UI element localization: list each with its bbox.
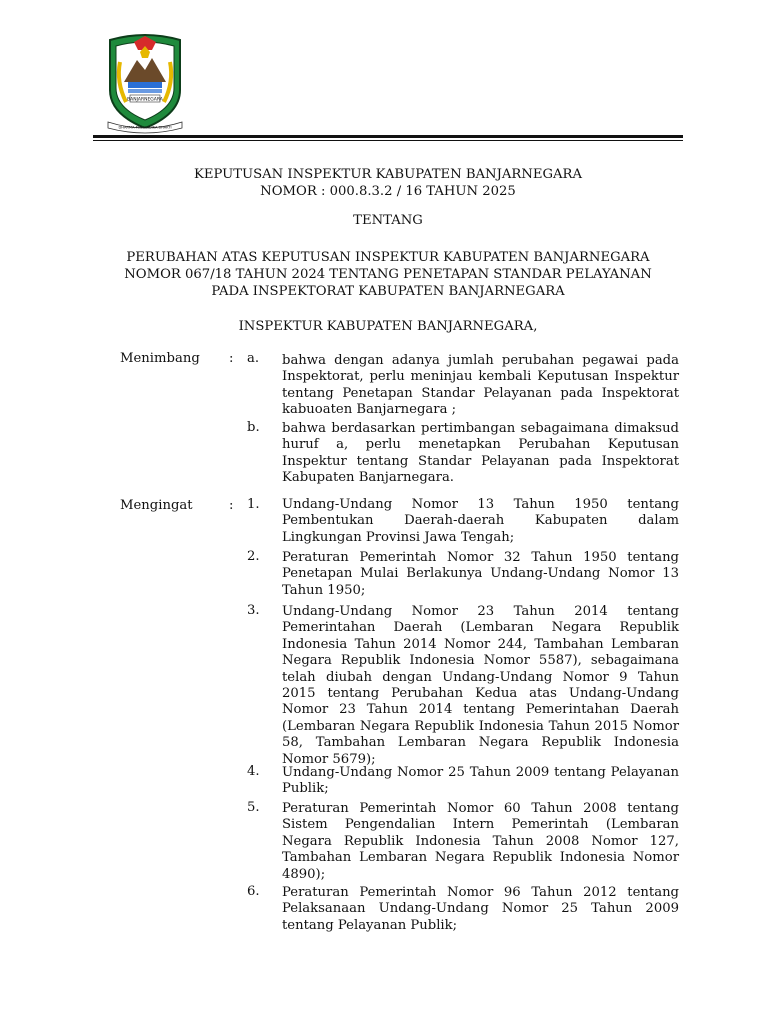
banjarnegara-coat-of-arms-icon [104,32,186,134]
mengingat-item-num: 6. [247,884,260,899]
mengingat-item-num: 5. [247,800,260,815]
subject-line-3: PADA INSPEKTORAT KABUPATEN BANJARNEGARA [211,284,565,299]
decree-title-line-1: KEPUTUSAN INSPEKTUR KABUPATEN BANJARNEGARA [193,167,583,182]
mengingat-item-text: Undang-Undang Nomor 13 Tahun 1950 tentang Pembentukan Daerah-daerah Kabupaten dalam Lingkungan Provinsi Jawa Tengah; [282,497,679,545]
header-rule-thick [93,135,683,138]
decree-title [93,166,683,200]
mengingat-item-text: Undang-Undang Nomor 23 Tahun 2014 tentang Pemerintahan Daerah (Lembaran Negara Republik Indonesia Tahun 2014 Nomor 244, Tambahan Lembaran Negara Republik Indonesia Nomor 5587), sebagaimana telah diubah dengan Undang-Undang Nomor 9 Tahun 2015 tentang Perubahan Kedua atas Undang-Undang Nomor 23 Tahun 2014 tentang Pemerintahan Daerah (Lembaran Negara Republik Indonesia Tahun 2015 Nomor 58, Tambahan Lembaran Negara Republik Indonesia Nomor 5679); [282,604,679,767]
mengingat-item-num: 2. [247,549,260,564]
logo-text: BANJARNEGARA [127,97,163,103]
mengingat-item-num: 1. [247,497,260,512]
mengingat-item-text: Peraturan Pemerintah Nomor 32 Tahun 1950 tentang Penetapan Mulai Berlakunya Undang-Undang Nomor 13 Tahun 1950; [282,550,679,598]
issuing-official: INSPEKTUR KABUPATEN BANJARNEGARA, [238,319,538,334]
header-rule-thin [93,140,683,141]
mengingat-item-num: 4. [247,764,260,779]
menimbang-colon: : [229,351,234,366]
mengingat-item-num: 3. [247,603,260,618]
menimbang-item-num: b. [247,420,260,435]
mengingat-colon: : [229,498,234,513]
menimbang-item-text: bahwa dengan adanya jumlah perubahan pegawai pada Inspektorat, perlu meninjau kembali Keputusan Inspektur tentang Penetapan Standar Pelayanan pada Inspektorat kabuoaten Banjarnegara ; [282,353,679,418]
decree-subject [93,249,683,300]
tentang-heading: TENTANG [353,213,423,228]
menimbang-item-text: bahwa berdasarkan pertimbangan sebagaimana dimaksud huruf a, perlu menetapkan Perubahan Keputusan Inspektur tentang Standar Pelayanan pada Inspektorat Kabupaten Banjarnegara. [282,421,679,486]
subject-line-1: PERUBAHAN ATAS KEPUTUSAN INSPEKTUR KABUPATEN BANJARNEGARA [126,250,650,265]
menimbang-label: Menimbang [120,351,200,366]
mengingat-label: Mengingat [120,498,193,513]
mengingat-item-text: Peraturan Pemerintah Nomor 96 Tahun 2012 tentang Pelaksanaan Undang-Undang Nomor 25 Tahun 2009 tentang Pelayanan Publik; [282,885,679,933]
decree-number: NOMOR : 000.8.3.2 / 16 TAHUN 2025 [260,184,516,199]
logo-motto: DHARMA MAHARDIKA BHAKTI [118,125,172,130]
mengingat-item-text: Undang-Undang Nomor 25 Tahun 2009 tentang Pelayanan Publik; [282,765,679,797]
mengingat-item-text: Peraturan Pemerintah Nomor 60 Tahun 2008 tentang Sistem Pengendalian Intern Pemerintah (Lembaran Negara Republik Indonesia Tahun 2008 Nomor 127, Tambahan Lembaran Negara Republik Indonesia Nomor 4890); [282,801,679,882]
subject-line-2: NOMOR 067/18 TAHUN 2024 TENTANG PENETAPAN STANDAR PELAYANAN [124,267,652,282]
menimbang-item-num: a. [247,351,260,366]
